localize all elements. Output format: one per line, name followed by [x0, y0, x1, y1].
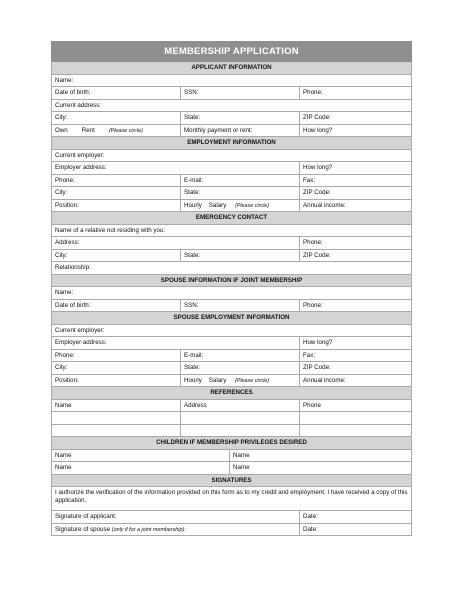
child-name-label: Name — [55, 464, 72, 471]
emergency-state-label: State: — [180, 250, 299, 262]
spouse-signature-text: Signature of spouse — [55, 525, 111, 533]
spouse-zip-label: ZIP Code: — [299, 362, 411, 374]
spouse-emp-phone-label: Phone: — [55, 351, 75, 359]
applicant-zip-label: ZIP Code: — [299, 112, 411, 124]
children-row-1[interactable] — [51, 450, 412, 463]
section-signatures-header: SIGNATURES — [51, 475, 412, 488]
spouse-employer-address-label: Employer address: — [55, 339, 107, 346]
emergency-address-label: Address: — [55, 239, 80, 246]
employment-email-label: E-mail: — [180, 175, 299, 187]
annual-income-label: Annual income: — [299, 200, 411, 212]
child-name-label: Name — [229, 462, 411, 474]
employer-row[interactable] — [51, 150, 412, 163]
employment-how-long-label: How long? — [299, 162, 411, 174]
spouse-dob-label: Date of birth: — [55, 301, 91, 309]
section-employment-header: EMPLOYMENT INFORMATION — [51, 137, 412, 150]
emergency-zip-label: ZIP Code: — [299, 250, 411, 262]
employment-position-label: Position: — [55, 201, 79, 209]
pay-type-options — [180, 200, 299, 212]
spouse-state-label: State: — [180, 362, 299, 374]
applicant-date-label: Date: — [299, 511, 411, 523]
applicant-state-label: State: — [180, 112, 299, 124]
applicant-address-row[interactable] — [51, 100, 412, 113]
spouse-employer-row[interactable] — [51, 325, 412, 338]
section-spouse-header: SPOUSE INFORMATION IF JOINT MEMBERSHIP — [51, 275, 412, 288]
ref-name-cell[interactable] — [52, 425, 180, 437]
section-spouse-employment-header: SPOUSE EMPLOYMENT INFORMATION — [51, 312, 412, 325]
emergency-city-label: City: — [55, 251, 68, 259]
employment-phone-row[interactable] — [51, 175, 412, 188]
employment-city-row[interactable] — [51, 187, 412, 200]
rent-option[interactable]: Rent — [81, 126, 95, 134]
employer-label: Current employer: — [55, 151, 105, 159]
applicant-housing-row[interactable] — [51, 125, 412, 138]
own-option[interactable]: Own — [55, 126, 68, 134]
applicant-phone-label: Phone: — [299, 87, 411, 99]
spouse-fax-label: Fax: — [299, 350, 411, 362]
joint-membership-note: (only if for a joint membership): — [111, 526, 186, 533]
form-title: MEMBERSHIP APPLICATION — [51, 41, 412, 62]
ref-name-cell[interactable] — [52, 412, 180, 424]
employer-address-row[interactable] — [51, 162, 412, 175]
employment-zip-label: ZIP Code: — [299, 187, 411, 199]
hourly-option[interactable]: Hourly — [184, 201, 202, 209]
authorization-statement: I authorize the verification of the information provided on this form as to my credit and employment. I have received a copy of this application. — [55, 489, 408, 504]
child-name-label: Name — [229, 450, 411, 462]
spouse-name-row[interactable] — [51, 287, 412, 300]
employer-address-label: Employer address: — [55, 164, 107, 171]
ref-name-col: Name — [55, 401, 72, 409]
spouse-position-row[interactable] — [51, 375, 412, 388]
applicant-city-label: City: — [55, 114, 68, 121]
spouse-city-label: City: — [55, 364, 68, 371]
spouse-phone-row[interactable] — [51, 350, 412, 363]
ref-phone-col: Phone — [299, 400, 411, 412]
ref-address-col: Address — [180, 400, 299, 412]
membership-form — [51, 41, 412, 536]
section-children-header: CHILDREN IF MEMBERSHIP PRIVILEGES DESIRED — [51, 437, 412, 450]
ref-address-cell[interactable] — [180, 425, 299, 437]
applicant-name-label: Name: — [55, 76, 74, 84]
references-header-row — [51, 400, 412, 413]
reference-row-1[interactable] — [51, 412, 412, 425]
spouse-ssn-label: SSN: — [180, 300, 299, 312]
spouse-annual-income-label: Annual income: — [299, 375, 411, 387]
applicant-ssn-label: SSN: — [180, 87, 299, 99]
emergency-address-row[interactable] — [51, 237, 412, 250]
please-circle-note: (Please circle) — [234, 377, 270, 384]
applicant-dob-row[interactable] — [51, 87, 412, 100]
ref-phone-cell[interactable] — [299, 412, 411, 424]
spouse-phone-label: Phone: — [299, 300, 411, 312]
spouse-how-long-label: How long? — [299, 337, 411, 349]
spouse-name-label: Name: — [55, 289, 74, 296]
applicant-dob-label: Date of birth: — [55, 89, 91, 96]
spouse-date-label: Date: — [299, 524, 411, 536]
children-row-2[interactable] — [51, 462, 412, 475]
spouse-signature-row[interactable] — [51, 524, 412, 537]
employment-phone-label: Phone: — [55, 176, 75, 184]
ref-address-cell[interactable] — [180, 412, 299, 424]
monthly-payment-label: Monthly payment or rent: — [180, 125, 299, 137]
applicant-address-label: Current address: — [55, 101, 102, 109]
applicant-signature-row[interactable] — [51, 511, 412, 524]
employment-position-row[interactable] — [51, 200, 412, 213]
section-emergency-header: EMERGENCY CONTACT — [51, 212, 412, 225]
salary-option[interactable]: Salary — [208, 201, 227, 209]
relative-label: Name of a relative not residing with you: — [55, 226, 166, 234]
spouse-employer-address-row[interactable] — [51, 337, 412, 350]
relative-row[interactable] — [51, 225, 412, 238]
spouse-position-label: Position: — [55, 376, 79, 384]
please-circle-note: (Please circle) — [108, 127, 143, 134]
salary-option[interactable]: Salary — [208, 376, 227, 384]
employment-state-label: State: — [180, 187, 299, 199]
employment-city-label: City: — [55, 189, 68, 196]
spouse-employer-label: Current employer: — [55, 326, 105, 334]
ref-phone-cell[interactable] — [299, 425, 411, 437]
please-circle-note: (Please circle) — [234, 202, 270, 209]
housing-options — [52, 125, 180, 137]
spouse-signature-label — [52, 524, 299, 536]
applicant-how-long-label: How long? — [299, 125, 411, 137]
relationship-label: Relationship: — [55, 264, 91, 271]
section-applicant-header: APPLICANT INFORMATION — [51, 62, 412, 75]
applicant-signature-label: Signature of applicant: — [55, 513, 117, 520]
employment-fax-label: Fax: — [299, 175, 411, 187]
applicant-name-row[interactable] — [51, 75, 412, 88]
spouse-dob-row[interactable] — [51, 300, 412, 313]
authorization-row — [51, 487, 412, 511]
reference-row-2[interactable] — [51, 425, 412, 438]
spouse-city-row[interactable] — [51, 362, 412, 375]
hourly-option[interactable]: Hourly — [184, 376, 202, 384]
emergency-city-row[interactable] — [51, 250, 412, 263]
applicant-city-row[interactable] — [51, 112, 412, 125]
child-name-label: Name — [55, 451, 72, 459]
section-references-header: REFERENCES — [51, 387, 412, 400]
emergency-phone-label: Phone: — [299, 237, 411, 249]
spouse-email-label: E-mail: — [180, 350, 299, 362]
relationship-row[interactable] — [51, 262, 412, 275]
spouse-pay-type-options — [180, 375, 299, 387]
